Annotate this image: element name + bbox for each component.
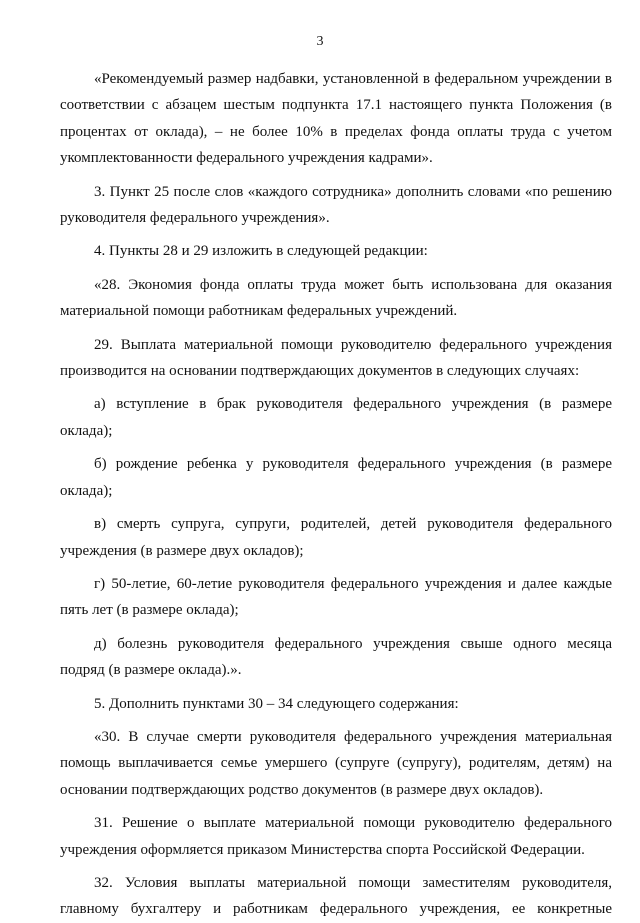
paragraph-item-28: «28. Экономия фонда оплаты труда может быть использована для оказания материальной помощи работникам федеральных учреждений.	[60, 276, 612, 320]
paragraph-bonus-size: «Рекомендуемый размер надбавки, установленной в федеральном учреждении в соответствии с абзацем шестым подпункта 17.1 настоящего пункта Положения (в процентах от оклада), – не более 10% в пределах фонда оплаты труда с учетом укомплектованности федерального учреждения кадрами».	[60, 71, 612, 167]
paragraph-case-g: г) 50-летие, 60-летие руководителя федерального учреждения и далее каждые пять лет (в размере оклада);	[60, 575, 612, 619]
paragraph-item-4: 4. Пункты 28 и 29 изложить в следующей редакции:	[94, 243, 428, 260]
paragraph-case-b: б) рождение ребенка у руководителя федерального учреждения (в размере оклада);	[60, 456, 612, 499]
document-body	[60, 66, 612, 923]
paragraph-item-30: «30. В случае смерти руководителя федерального учреждения материальная помощь выплачивается семье умершего (супруге (супругу), родителям, детям) на основании подтверждающих родство документов (в размере двух окладов).	[60, 728, 612, 798]
paragraph-item-5: 5. Дополнить пунктами 30 – 34 следующего содержания:	[94, 695, 459, 712]
paragraph-item-3: 3. Пункт 25 после слов «каждого сотрудника» дополнить словами «по решению руководителя федерального учреждения».	[60, 183, 612, 227]
paragraph-case-v: в) смерть супруга, супруги, родителей, детей руководителя федерального учреждения (в размере двух окладов);	[60, 516, 612, 559]
paragraph-item-31: 31. Решение о выплате материальной помощи руководителю федерального учреждения оформляется приказом Министерства спорта Российской Федерации.	[60, 815, 612, 858]
paragraph-item-29: 29. Выплата материальной помощи руководителю федерального учреждения производится на основании подтверждающих документов в следующих случаях:	[60, 336, 612, 380]
paragraph-item-32: 32. Условия выплаты материальной помощи заместителям руководителя, главному бухгалтеру и работникам федерального учреждения, ее конкретные	[60, 874, 612, 918]
page-number: 3	[316, 34, 324, 49]
paragraph-case-d: д) болезнь руководителя федерального учреждения свыше одного месяца подряд (в размере оклада).».	[60, 635, 612, 679]
paragraph-case-a: а) вступление в брак руководителя федерального учреждения (в размере оклада);	[60, 396, 612, 439]
